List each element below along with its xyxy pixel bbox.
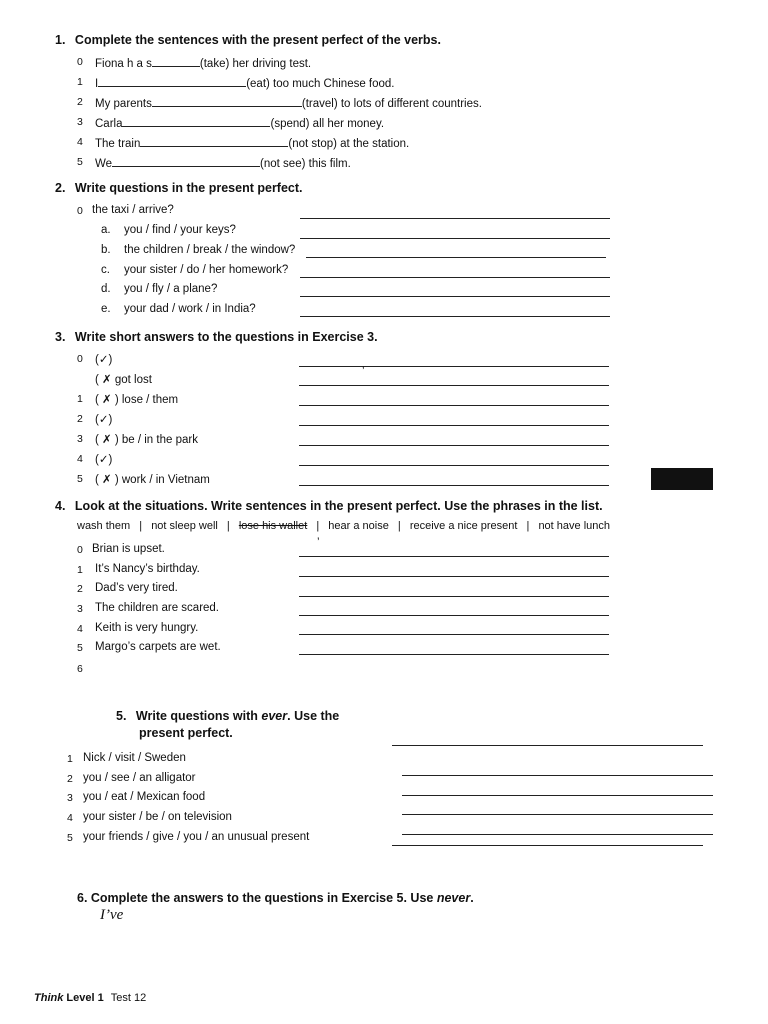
ex2-item-a-letter: a. [101, 224, 111, 236]
ex1-blank-5[interactable] [112, 155, 260, 167]
ex2-item-c: your sister / do / her homework? [124, 264, 289, 276]
exercise-4-heading [55, 499, 603, 513]
ex2-answer-line-a[interactable] [300, 238, 610, 239]
ex3-item-1-number: 1 [77, 393, 83, 405]
ex3-item-0: (✓) [95, 354, 113, 366]
ex2-answer-line-d[interactable] [300, 296, 610, 297]
ex3-answer-line-4[interactable] [299, 465, 609, 466]
exercise-5-heading [116, 709, 339, 723]
ex3-item-2: (✓) [95, 414, 113, 426]
ex2-item-c-letter: c. [101, 264, 110, 276]
footer-brand: Think [34, 992, 64, 1004]
ex3-item-0b: ( ✗ got lost [95, 374, 152, 386]
ex5-answer-line-2[interactable] [402, 775, 713, 776]
ex2-item-0: the taxi / arrive? [92, 204, 174, 216]
exercise-2-number: 2. [55, 181, 66, 195]
ex3-answer-line-1[interactable] [299, 405, 609, 406]
phrase-lose-his-wallet: lose his wallet [238, 520, 308, 532]
ex4-item-4-number: 4 [77, 623, 83, 635]
exercise-5-title-line-2: present perfect. [139, 726, 233, 740]
ex1-blank-1[interactable] [98, 75, 246, 87]
ex3-answer-line-5[interactable] [299, 485, 609, 486]
ex3-answer-line-0[interactable] [299, 366, 609, 367]
redaction-box [651, 468, 713, 490]
exercise-5-number: 5. [116, 709, 127, 723]
ex2-item-b: the children / break / the window? [124, 244, 296, 256]
ex3-item-3-number: 3 [77, 433, 83, 445]
ex1-item-3-number: 3 [77, 116, 83, 128]
ex5-item-5-number: 5 [67, 832, 73, 844]
ex2-item-0-number: 0 [77, 205, 83, 217]
ex5-answer-line-4[interactable] [402, 814, 713, 815]
ex3-item-5: ( ✗ ) work / in Vietnam [95, 474, 210, 486]
ex3-apostrophe-mark: ’ [362, 366, 365, 378]
ex3-answer-line-2[interactable] [299, 425, 609, 426]
ex4-answer-line-2[interactable] [299, 596, 609, 597]
ex4-answer-line-3[interactable] [299, 615, 609, 616]
ex1-blank-2[interactable] [152, 95, 302, 107]
ex4-phrase-list [77, 520, 610, 532]
ex3-answer-line-3[interactable] [299, 445, 609, 446]
ex5-answer-line-6[interactable] [392, 845, 703, 846]
ex5-item-4-number: 4 [67, 812, 73, 824]
ex4-item-0: Brian is upset. [92, 543, 165, 555]
phrase-wash-them: wash them [77, 520, 131, 532]
exercise-5-title: Write questions with ever. Use the [135, 709, 340, 723]
ex5-answer-line-1[interactable] [392, 745, 703, 746]
phrase-separator: | [139, 520, 143, 532]
ex4-answer-line-0[interactable] [299, 556, 609, 557]
ex4-item-2: Dad’s very tired. [95, 582, 178, 594]
ex1-item-1-number: 1 [77, 76, 83, 88]
ex4-answer-line-1[interactable] [299, 576, 609, 577]
ex2-answer-line-e[interactable] [300, 316, 610, 317]
ex5-item-4: your sister / be / on television [83, 811, 232, 823]
ex5-item-3-number: 3 [67, 792, 73, 804]
exercise-2-heading [55, 181, 303, 195]
ex3-item-4-number: 4 [77, 453, 83, 465]
exercise-3-heading [55, 330, 378, 344]
phrase-separator: | [226, 520, 230, 532]
phrase-hear-a-noise: hear a noise [328, 520, 389, 532]
exercise-1-heading [55, 33, 441, 47]
ex4-item-0-number: 0 [77, 544, 83, 556]
ex5-item-1-number: 1 [67, 753, 73, 765]
ex3-item-5-number: 5 [77, 473, 83, 485]
ex4-item-6-number: 6 [77, 663, 83, 675]
footer-test: Test 12 [110, 992, 147, 1004]
exercise-6-heading: 6. Complete the answers to the questions in Exercise 5. Use never. [77, 891, 474, 905]
ex2-item-e: your dad / work / in India? [124, 303, 256, 315]
footer [34, 992, 146, 1004]
exercise-1-number: 1. [55, 33, 66, 47]
exercise-3-title: Write short answers to the questions in Exercise 3. [74, 330, 378, 344]
ex1-item-0-number: 0 [77, 56, 83, 68]
ex5-item-3: you / eat / Mexican food [83, 791, 206, 803]
ex4-item-5: Margo’s carpets are wet. [95, 641, 221, 653]
exercise-2-title: Write questions in the present perfect. [74, 181, 303, 195]
phrase-separator: | [526, 520, 530, 532]
ex5-answer-line-3[interactable] [402, 795, 713, 796]
ex4-item-1: It’s Nancy’s birthday. [95, 563, 200, 575]
ex2-item-e-letter: e. [101, 303, 111, 315]
ex3-item-2-number: 2 [77, 413, 83, 425]
ex4-apostrophe-mark: ’ [317, 537, 320, 549]
ex3-item-0-number: 0 [77, 353, 83, 365]
ex3-item-1: ( ✗ ) lose / them [95, 394, 179, 406]
ex4-item-5-number: 5 [77, 642, 83, 654]
ex4-answer-line-4[interactable] [299, 634, 609, 635]
ex1-item-5: We (not see) this film. [95, 155, 351, 170]
ex1-item-2-number: 2 [77, 96, 83, 108]
ex4-answer-line-5[interactable] [299, 654, 609, 655]
ex5-answer-line-5[interactable] [402, 834, 713, 835]
ex1-blank-3[interactable] [122, 115, 270, 127]
ex2-answer-line-c[interactable] [300, 277, 610, 278]
ex5-item-5: your friends / give / you / an unusual present [83, 831, 310, 843]
ex2-item-a: you / find / your keys? [124, 224, 236, 236]
ex5-item-2: you / see / an alligator [83, 772, 196, 784]
ex4-item-3-number: 3 [77, 603, 83, 615]
ex4-item-1-number: 1 [77, 564, 83, 576]
ex2-answer-line-0[interactable] [300, 218, 610, 219]
phrase-not-have-lunch: not have lunch [538, 520, 610, 532]
ex1-item-1: I (eat) too much Chinese food. [95, 75, 395, 90]
phrase-separator: | [316, 520, 320, 532]
ex3-item-4: (✓) [95, 454, 113, 466]
phrase-separator: | [397, 520, 401, 532]
ex1-blank-0[interactable] [152, 55, 200, 67]
ex1-blank-4[interactable] [140, 135, 288, 147]
exercise-4-number: 4. [55, 499, 66, 513]
exercise-3-number: 3. [55, 330, 66, 344]
exercise-1-title: Complete the sentences with the present perfect of the verbs. [74, 33, 441, 47]
ex4-item-3: The children are scared. [95, 602, 220, 614]
ex5-item-1: Nick / visit / Sweden [83, 752, 186, 764]
ex2-item-d-letter: d. [101, 283, 111, 295]
ex1-item-4: The train (not stop) at the station. [95, 135, 409, 150]
ex1-item-5-number: 5 [77, 156, 83, 168]
ex1-item-4-number: 4 [77, 136, 83, 148]
ex1-item-3: Carla (spend) all her money. [95, 115, 384, 130]
ex4-item-4: Keith is very hungry. [95, 622, 199, 634]
ex3-answer-line-0b[interactable] [299, 385, 609, 386]
phrase-receive-a-nice-present: receive a nice present [409, 520, 518, 532]
exercise-4-title: Look at the situations. Write sentences in the present perfect. Use the phrases in the list. [74, 499, 603, 513]
ex1-item-0: Fiona h a s (take) her driving test. [95, 55, 311, 70]
ex2-item-d: you / fly / a plane? [124, 283, 218, 295]
phrase-not-sleep-well: not sleep well [151, 520, 218, 532]
ex1-item-2: My parents (travel) to lots of different countries. [95, 95, 482, 110]
ex5-item-2-number: 2 [67, 773, 73, 785]
ex4-item-2-number: 2 [77, 583, 83, 595]
ex2-answer-line-b[interactable] [306, 257, 606, 258]
ex2-item-b-letter: b. [101, 244, 111, 256]
footer-level: Level 1 [63, 992, 104, 1004]
ex6-handwritten-answer: I’ve [100, 907, 124, 923]
ex3-item-3: ( ✗ ) be / in the park [95, 434, 198, 446]
